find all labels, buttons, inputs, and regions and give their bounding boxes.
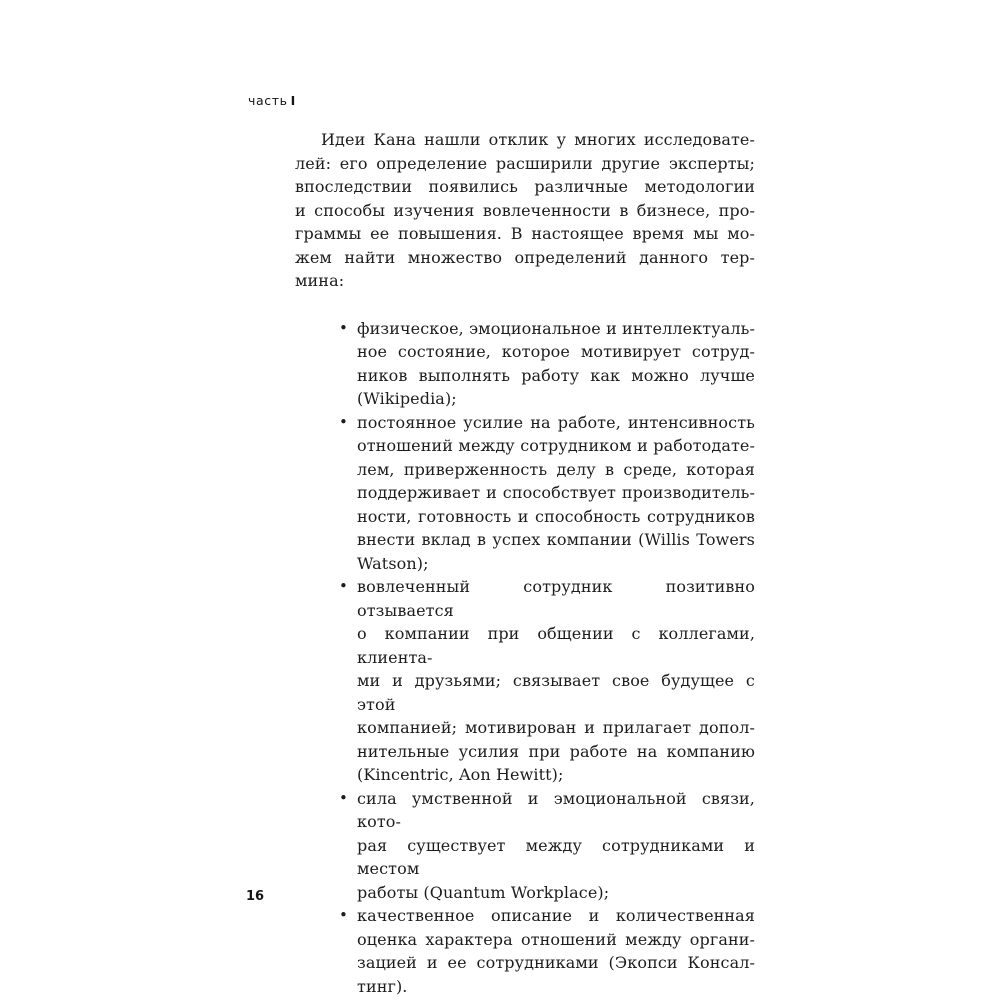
text-line: отношений между сотрудником и работодате- — [357, 436, 755, 455]
text-line: и способы изучения вовлеченности в бизнесе, про- — [295, 200, 755, 220]
text-line: Watson); — [357, 553, 429, 573]
intro-paragraph — [295, 128, 755, 293]
text-line: оценка характера отношений между органи- — [357, 929, 755, 949]
page-number: 16 — [246, 889, 265, 904]
text-line: ми и друзьями; связывает свое будущее с этой — [357, 671, 755, 714]
text-line: мина: — [295, 271, 345, 290]
list-item-text — [357, 787, 755, 905]
text-line: рая существует между сотрудниками и местом — [357, 835, 755, 878]
running-head-part-label: часть — [248, 93, 288, 108]
text-line: впоследствии появились различные методологии — [295, 177, 755, 196]
text-line: ности, готовность и способность сотрудников — [357, 506, 755, 526]
bullet-icon: • — [339, 577, 348, 595]
list-item-text — [357, 411, 755, 576]
list-item — [295, 411, 755, 576]
text-line: физическое, эмоциональное и интеллектуаль- — [357, 318, 755, 338]
main-text-column — [295, 128, 755, 998]
text-line: поддерживает и способствует производитель- — [357, 483, 755, 502]
bullet-icon: • — [339, 906, 348, 924]
text-line: лей: его определение расширили другие эксперты; — [295, 153, 755, 173]
running-head-part-number: I — [290, 93, 296, 108]
list-item-text — [357, 317, 755, 411]
list-item — [295, 904, 755, 998]
bullet-icon: • — [339, 318, 348, 337]
text-line: (Wikipedia); — [357, 389, 457, 408]
list-item-text — [357, 904, 755, 998]
text-line: сила умственной и эмоциональной связи, кото- — [357, 788, 755, 831]
list-item — [295, 575, 755, 787]
list-item — [295, 787, 755, 905]
list-item-text — [357, 575, 755, 787]
running-head — [248, 93, 296, 108]
text-line: граммы ее повышения. В настоящее время мы мо- — [295, 224, 755, 243]
text-line: ников выполнять работу как можно лучше — [357, 365, 755, 385]
text-line: (Kincentric, Aon Hewitt); — [357, 765, 564, 784]
text-line: качественное описание и количественная — [357, 906, 755, 925]
list-item — [295, 317, 755, 411]
text-line: тинг). — [357, 976, 408, 996]
text-line: постоянное усилие на работе, интенсивность — [357, 412, 755, 432]
text-line: ное состояние, которое мотивирует сотруд- — [357, 342, 755, 361]
definitions-list — [295, 317, 755, 999]
text-line: нительные усилия при работе на компанию — [357, 741, 755, 761]
text-line: вовлеченный сотрудник позитивно отзывается — [357, 577, 755, 620]
text-line: Идеи Кана нашли отклик у многих исследовате- — [321, 130, 755, 149]
text-line: внести вклад в успех компании (Willis Towers — [357, 530, 755, 549]
text-line: работы (Quantum Workplace); — [357, 882, 610, 902]
text-line: компанией; мотивирован и прилагает допол- — [357, 718, 755, 737]
text-line: о компании при общении с коллегами, клиента- — [357, 624, 755, 667]
text-line: зацией и ее сотрудниками (Экопси Консал- — [357, 953, 755, 972]
bullet-icon: • — [339, 412, 348, 431]
bullet-icon: • — [339, 788, 348, 807]
text-line: жем найти множество определений данного тер- — [295, 247, 755, 267]
text-line: лем, приверженность делу в среде, которая — [357, 459, 755, 479]
